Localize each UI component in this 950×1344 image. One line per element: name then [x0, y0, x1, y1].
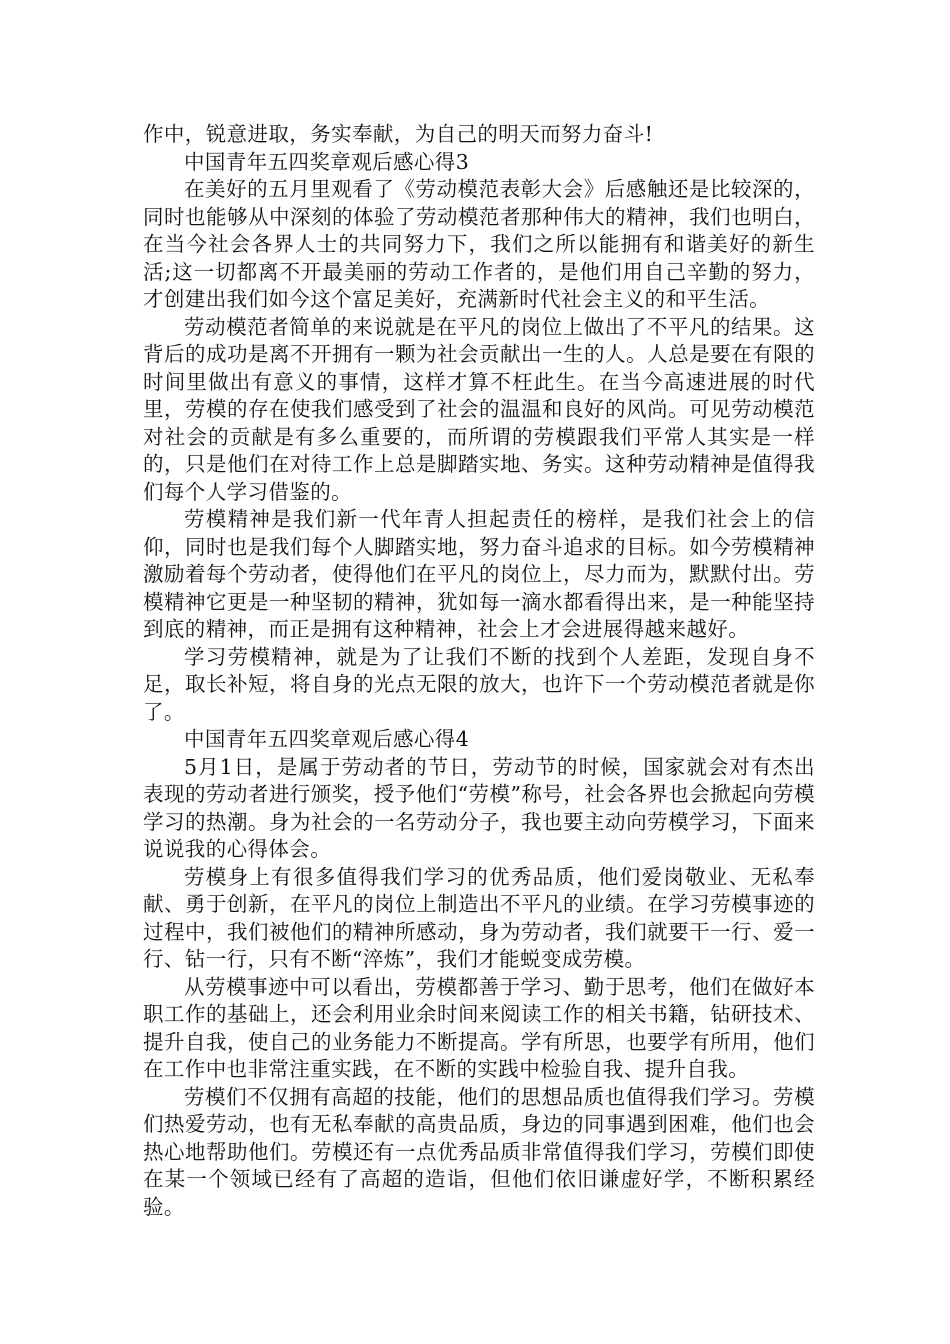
section-3-paragraph-4: 学习劳模精神，就是为了让我们不断的找到个人差距，发现自身不足，取长补短，将自身的光点无限的放大，也许下一个劳动模范者就是你了。 [143, 644, 815, 724]
section-4-paragraph-4: 劳模们不仅拥有高超的技能，他们的思想品质也值得我们学习。劳模们热爱劳动，也有无私奉献的高贵品质，身边的同事遇到困难，他们也会热心地帮助他们。劳模还有一点优秀品质非常值得我们学习，劳模们即使在某一个领域已经有了高超的造诣，但他们依旧谦虚好学，不断积累经验。 [143, 1084, 815, 1219]
section-4-paragraph-3: 从劳模事迹中可以看出，劳模都善于学习、勤于思考，他们在做好本职工作的基础上，还会利用业余时间来阅读工作的相关书籍，钻研技术、提升自我，使自己的业务能力不断提高。学有所思，也要学有所用，他们在工作中也非常注重实践，在不断的实践中检验自我、提升自我。 [143, 974, 815, 1081]
section-3-paragraph-1: 在美好的五月里观看了《劳动模范表彰大会》后感触还是比较深的，同时也能够从中深刻的体验了劳动模范者那种伟大的精神，我们也明白，在当今社会各界人士的共同努力下，我们之所以能拥有和谐美好的新生活;这一切都离不开最美丽的劳动工作者的，是他们用自己辛勤的努力，才创建出我们如今这个富足美好，充满新时代社会主义的和平生活。 [143, 177, 815, 311]
section-4-heading: 中国青年五四奖章观后感心得4 [184, 727, 470, 751]
section-4-paragraph-1: 5月1日，是属于劳动者的节日，劳动节的时候，国家就会对有杰出表现的劳动者进行颁奖，授予他们“劳模”称号，社会各界也会掀起向劳模学习的热潮。身为社会的一名劳动分子，我也要主动向劳模学习，下面来说说我的心得体会。 [143, 754, 815, 861]
document-page [143, 121, 815, 1221]
continuation-paragraph: 作中，锐意进取，务实奉献，为自己的明天而努力奋斗! [143, 122, 654, 146]
section-3-paragraph-3: 劳模精神是我们新一代年青人担起责任的榜样，是我们社会上的信仰，同时也是我们每个人脚踏实地，努力奋斗追求的目标。如今劳模精神激励着每个劳动者，使得他们在平凡的岗位上，尽力而为，默默付出。劳模精神它更是一种坚韧的精神，犹如每一滴水都看得出来，是一种能坚持到底的精神，而正是拥有这种精神，社会上才会进展得越来越好。 [143, 507, 815, 641]
section-4-paragraph-2: 劳模身上有很多值得我们学习的优秀品质，他们爱岗敬业、无私奉献、勇于创新，在平凡的岗位上制造出不平凡的业绩。在学习劳模事迹的过程中，我们被他们的精神所感动，身为劳动者，我们就要干一行、爱一行、钻一行，只有不断“淬炼”，我们才能蜕变成劳模。 [143, 864, 815, 971]
section-3-heading: 中国青年五四奖章观后感心得3 [184, 149, 470, 174]
section-3-paragraph-2: 劳动模范者简单的来说就是在平凡的岗位上做出了不平凡的结果。这背后的成功是离不开拥有一颗为社会贡献出一生的人。人总是要在有限的时间里做出有意义的事情，这样才算不枉此生。在当今高速进展的时代里，劳模的存在使我们感受到了社会的温温和良好的风尚。可见劳动模范对社会的贡献是有多么重要的，而所谓的劳模跟我们平常人其实是一样的，只是他们在对待工作上总是脚踏实地、务实。这种劳动精神是值得我们每个人学习借鉴的。 [143, 314, 815, 504]
